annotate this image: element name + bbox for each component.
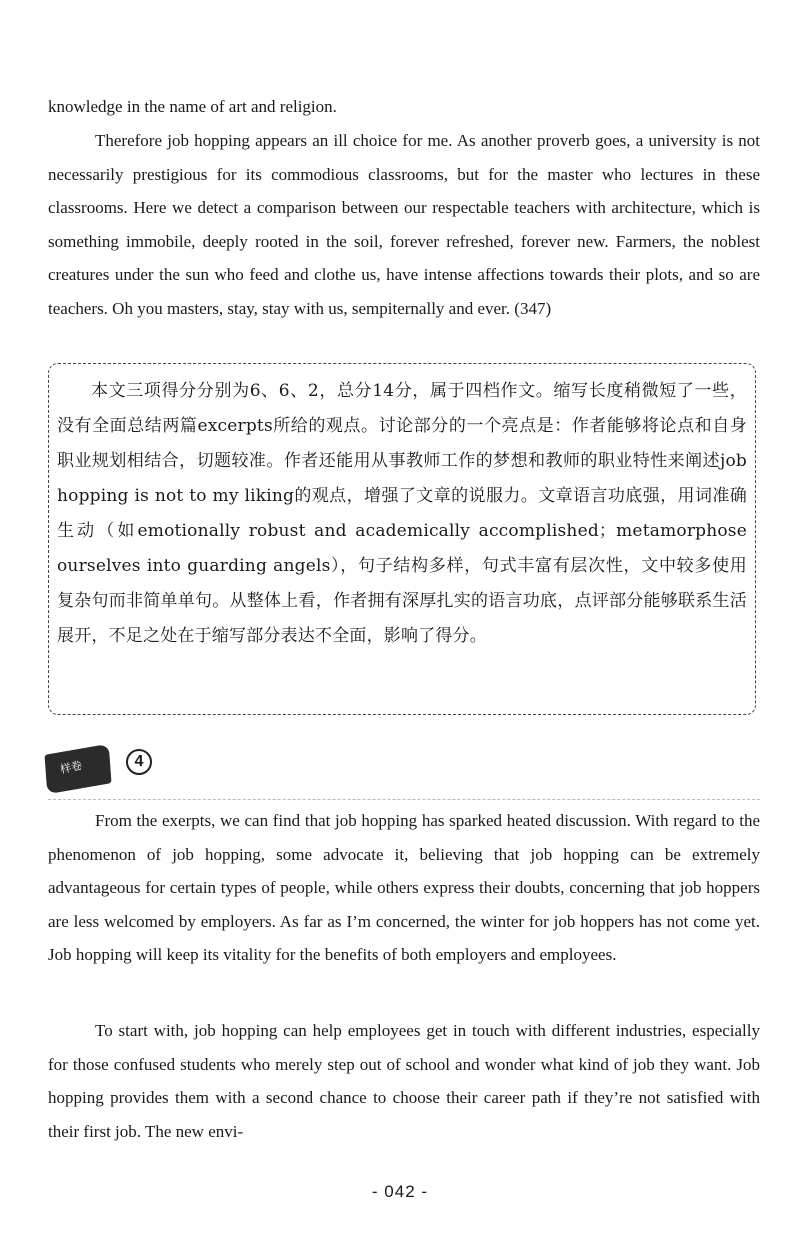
paragraph-body: To start with, job hopping can help employees get in touch with different industries, especially for those confused students who merely step out of school and wonder what kind of job they want. Job hopping provides them with a second chance to choose their career path if they’re not satisfied with their first job. The new envi- xyxy=(48,1021,760,1141)
sample-badge xyxy=(46,745,156,797)
section-divider xyxy=(48,799,760,800)
page-number: - 042 - xyxy=(371,1182,429,1201)
paragraph-continuation: knowledge in the name of art and religion. xyxy=(48,97,337,116)
sample-badge-label: 样卷 xyxy=(58,758,84,777)
comment-text: 本文三项得分分别为6、6、2，总分14分，属于四档作文。缩写长度稍微短了一些，没有全面总结两篇excerpts所给的观点。讨论部分的一个亮点是：作者能够将论点和自身职业规划相结合，切题较准。作者还能用从事教师工作的梦想和教师的职业特性来阐述job hopping is not to my liking的观点，增强了文章的说服力。文章语言功底强，用词准确生动（如emotionally robust and academically accomplished；metamorphose ourselves into guarding angels），句子结构多样，句式丰富有层次性，文中较多使用复杂句而非简单单句。从整体上看，作者拥有深厚扎实的语言功底，点评部分能够联系生活展开，不足之处在于缩写部分表达不全面，影响了得分。 xyxy=(57,381,747,646)
paragraph-conclusion: Therefore job hopping appears an ill choice for me. As another proverb goes, a university is not necessarily prestigious for its commodious classrooms, but for the master who lectures in these classrooms. Here we detect a comparison between our respectable teachers with architecture, which is something immobile, deeply rooted in the soil, forever refreshed, forever new. Farmers, the noblest creatures under the sun who feed and clothe us, have intense affections towards their plots, and so are teachers. Oh you masters, stay, stay with us, sempiternally and ever. (347) xyxy=(48,131,760,318)
paragraph-intro: From the exerpts, we can find that job hopping has sparked heated discussion. With regard to the phenomenon of job hopping, some advocate it, believing that job hopping can be extremely advantageous for certain types of people, while others express their doubts, concerning that job hoppers are less welcomed by employers. As far as I’m concerned, the winter for job hoppers has not come yet. Job hopping will keep its vitality for the benefits of both employers and employees. xyxy=(48,811,760,964)
sample-number: 4 xyxy=(126,749,152,775)
